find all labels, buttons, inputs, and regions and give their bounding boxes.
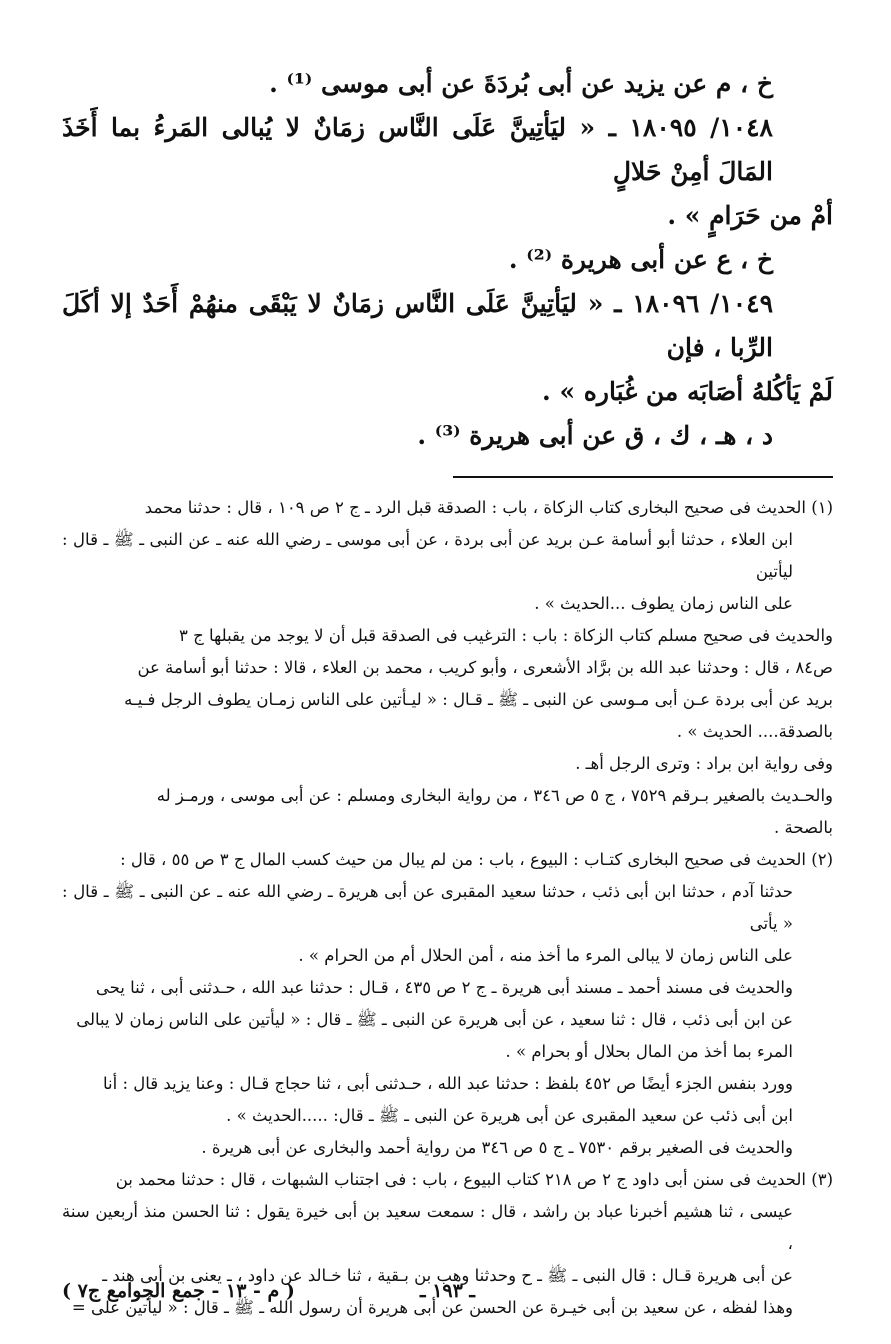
hadith-1048: ١٠٤٨/ ١٨٠٩٥ ـ « ليَأتِينَّ عَلَى النَّاس زمَانٌ لا يُبالى المَرءُ بما أَخَذَ المَالَ أمِنْ حَلالٍ	[62, 113, 773, 186]
footnote-divider	[453, 476, 833, 478]
footnote-2-line: وورد بنفس الجزء أيضًا ص ٤٥٢ بلفظ : حدثنا عبد الله ، حـدثنى أبى ، ثنا حجاج قـال : وعنا يزيد قال : أنا	[103, 1074, 793, 1093]
footnote-2-line: (٢) الحديث فى صحيح البخارى كتـاب : البيوع ، باب : من لم يبال من حيث كسب المال ج ٣ ص ٥٥ ، قال :	[120, 850, 833, 869]
signature-mark: ( م - ١٣ - جمع الجوامع ج٧ )	[62, 1280, 295, 1302]
footnote-1-line: بالصحة .	[774, 818, 833, 837]
footnote-2-line: حدثنا آدم ، حدثنا ابن أبى ذئب ، حدثنا سعيد المقبرى عن أبى هريرة ـ رضي الله عنه ـ عن النبى ـ ﷺ ـ قال : « يأتى	[62, 882, 793, 933]
hadith-1049: ١٠٤٩/ ١٨٠٩٦ ـ « ليَأتِينَّ عَلَى النَّاس زمَانٌ لا يَبْقَى منهُمْ أَحَدٌ إلا أكَلَ الرِّبا ، فإن	[62, 289, 773, 362]
source-line-1: خ ، م عن يزيد عن أبى بُردَةَ عن أبى موسى ⁽¹⁾ .	[269, 69, 773, 98]
footnote-1-line: وفى رواية ابن براد : وترى الرجل أهـ .	[575, 754, 833, 773]
footnote-3-line: (٣) الحديث فى سنن أبى داود ج ٢ ص ٢١٨ كتاب البيوع ، باب : فى اجتناب الشبهات ، قال : حدثنا محمد بن	[115, 1170, 833, 1189]
footnote-2-line: المرء بما أخذ من المال بحلال أو بحرام » .	[505, 1042, 793, 1061]
footnote-1-line: والحديث فى صحيح مسلم كتاب الزكاة : باب : الترغيب فى الصدقة قبل أن لا يوجد من يقبلها ج ٣	[178, 626, 833, 645]
page-footer	[62, 1280, 833, 1302]
source-line-3: د ، هـ ، ك ، ق عن أبى هريرة ⁽³⁾ .	[417, 421, 773, 450]
footnote-2-line: على الناس زمان لا يبالى المرء ما أخذ منه ، أمن الحلال أم من الحرام » .	[298, 946, 793, 965]
source-line-2: خ ، ع عن أبى هريرة ⁽²⁾ .	[508, 245, 773, 274]
footnote-1-line: ابن العلاء ، حدثنا أبو أسامة عـن بريد عن أبى بردة ، عن أبى موسى ـ رضي الله عنه ـ عن النبى ـ ﷺ ـ قال : ليأتين	[62, 530, 793, 581]
hadith-1049-cont: لَمْ يَأكُلهُ أصَابَه من غُبَاره » .	[542, 377, 833, 406]
footnote-2-line: والحديث فى مسند أحمد ـ مسند أبى هريرة ـ ج ٢ ص ٤٣٥ ، قـال : حدثنا عبد الله ، حـدثنى أبى ، ثنا يحى	[95, 978, 793, 997]
footnotes	[62, 492, 833, 1324]
footnote-1-line: على الناس زمان يطوف ...الحديث » .	[534, 594, 793, 613]
footnote-1-line: بريد عن أبى بردة عـن أبى مـوسى عن النبى ـ ﷺ ـ قـال : « ليـأتين على الناس زمـان يطوف الرجل فـيـه	[124, 690, 833, 709]
footnote-2-line: ابن أبى ذئب عن سعيد المقبرى عن أبى هريرة عن النبى ـ ﷺ ـ قال: .....الحديث » .	[226, 1106, 793, 1125]
footnote-3-line: عيسى ، ثنا هشيم أخبرنا عباد بن راشد ، قال : سمعت سعيد بن أبى خيرة يقول : ثنا الحسن منذ أربعين سنة ،	[62, 1202, 793, 1253]
footnote-1-line: ص٨٤ ، قال : وحدثنا عبد الله بن برَّاد الأشعرى ، وأبو كريب ، محمد بن العلاء ، قالا : حدثنا أبو أسامة عن	[137, 658, 833, 677]
footnote-2-line: عن ابن أبى ذئب ، قال : ثنا سعيد ، عن أبى هريرة عن النبى ـ ﷺ ـ قال : « ليأتين على الناس زمان لا يبالى	[76, 1010, 793, 1029]
footnote-1-line: (١) الحديث فى صحيح البخارى كتاب الزكاة ، باب : الصدقة قبل الرد ـ ج ٢ ص ١٠٩ ، قال : حدثنا محمد	[144, 498, 833, 517]
footnote-2-line: والحديث فى الصغير برقم ٧٥٣٠ ـ ج ٥ ص ٣٤٦ من رواية أحمد والبخارى عن أبى هريرة .	[201, 1138, 793, 1157]
footnote-1-line: بالصدقة.... الحديث » .	[676, 722, 833, 741]
main-text	[62, 62, 833, 458]
footnote-1-line: والحـديث بالصغير بـرقم ٧٥٢٩ ، ج ٥ ص ٣٤٦ ، من رواية البخارى ومسلم : عن أبى موسى ، ورمـز له	[156, 786, 833, 805]
page-number: ـ ١٩٣ ـ	[420, 1280, 475, 1302]
footnote-3-line: وهذا لفظه ، عن سعيد بن أبى خيـرة عن الحسن عن أبى هريرة أن رسول الله ـ ﷺ ـ قال : « ليأتين على =	[71, 1298, 793, 1317]
hadith-1048-cont: أمْ من حَرَامٍ » .	[667, 201, 833, 230]
footnote-3-line: عن أبى هريرة قـال : قال النبى ـ ﷺ ـ ح وحدثنا وهب بن بـقية ، ثنا خـالد عن داود ، ـ يعنى بن أبى هند ـ	[102, 1266, 793, 1285]
